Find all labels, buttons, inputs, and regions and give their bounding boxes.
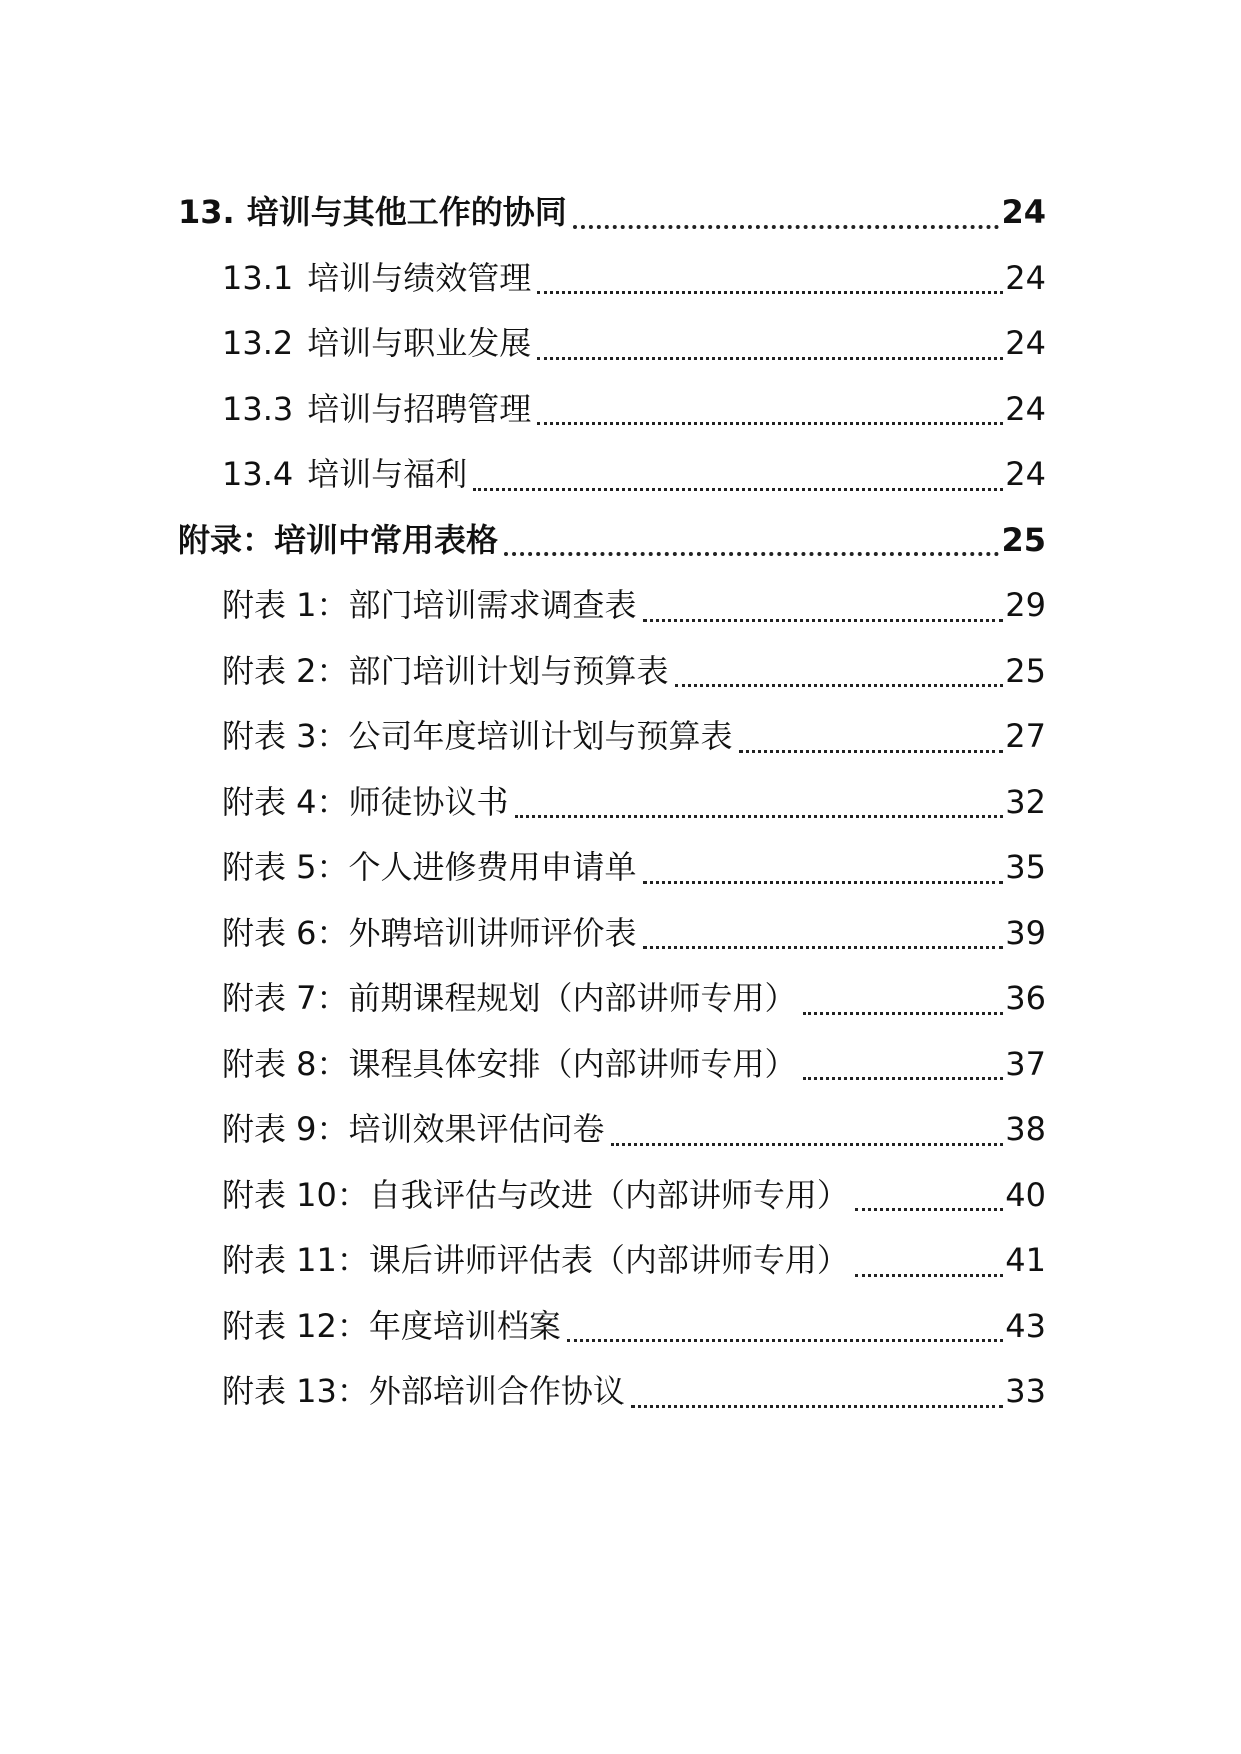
toc-page-number: 33 (1005, 1372, 1046, 1410)
dot-leader (643, 946, 1004, 949)
toc-page-number: 38 (1005, 1110, 1046, 1148)
toc-page-number: 24 (1005, 324, 1046, 362)
toc-page-number: 24 (1005, 455, 1046, 493)
toc-entry-appendix-4[interactable] (178, 770, 1046, 836)
toc-entry-title (178, 180, 567, 246)
toc-entry-title: 附表 9：培训效果评估问卷 (222, 1110, 605, 1148)
dot-leader (537, 291, 1003, 294)
toc-entry-title: 附表 3：公司年度培训计划与预算表 (222, 717, 733, 755)
toc-entry-text: 培训与职业发展 (307, 324, 532, 362)
toc-entry-appendix-3[interactable] (178, 704, 1046, 770)
dot-leader (573, 225, 1000, 229)
toc-page-number: 25 (1001, 520, 1046, 559)
toc-page-number: 39 (1005, 913, 1046, 952)
toc-entry-title: 附表 11：课后讲师评估表（内部讲师专用） (222, 1241, 849, 1279)
toc-entry-appendix-7[interactable] (178, 966, 1046, 1032)
toc-entry-13-4[interactable] (178, 442, 1046, 508)
toc-entry-13[interactable] (178, 180, 1046, 246)
dot-leader (611, 1143, 1004, 1146)
dot-leader (855, 1274, 1003, 1277)
toc-entry-appendix-6[interactable] (178, 901, 1046, 967)
toc-entry-title: 附表 2：部门培训计划与预算表 (222, 651, 669, 690)
toc-entry-title: 附表 6：外聘培训讲师评价表 (222, 913, 637, 952)
toc-entry-title (222, 377, 531, 443)
toc-page-number: 37 (1005, 1044, 1046, 1083)
toc-entry-number: 13.2 (222, 324, 294, 362)
dot-leader (537, 357, 1003, 360)
toc-entry-title: 附表 12：年度培训档案 (222, 1306, 561, 1345)
toc-entry-title: 附表 4：师徒协议书 (222, 782, 509, 821)
toc-entry-title: 附录：培训中常用表格 (178, 520, 499, 559)
dot-leader (537, 422, 1003, 425)
table-of-contents (178, 180, 1046, 1425)
toc-page-number: 40 (1005, 1175, 1046, 1214)
dot-leader (675, 684, 1004, 687)
toc-entry-13-3[interactable] (178, 377, 1046, 443)
dot-leader (643, 881, 1004, 884)
toc-entry-13-2[interactable] (178, 311, 1046, 377)
toc-page-number: 41 (1005, 1241, 1046, 1279)
toc-entry-text: 培训与其他工作的协同 (246, 193, 567, 231)
toc-page-number: 29 (1005, 586, 1046, 624)
toc-page-number: 43 (1005, 1306, 1046, 1345)
toc-page-number: 24 (1005, 389, 1046, 428)
toc-entry-text: 培训与福利 (307, 455, 468, 493)
dot-leader (567, 1339, 1003, 1342)
toc-page-number: 27 (1005, 717, 1046, 755)
toc-entry-title: 附表 10：自我评估与改进（内部讲师专用） (222, 1175, 849, 1214)
toc-page-number: 32 (1005, 782, 1046, 821)
dot-leader (855, 1208, 1003, 1211)
toc-entry-title: 附表 5：个人进修费用申请单 (222, 848, 637, 886)
toc-entry-title: 附表 13：外部培训合作协议 (222, 1372, 625, 1410)
toc-entry-number: 13.3 (222, 389, 294, 428)
toc-entry-appendix-10[interactable] (178, 1163, 1046, 1229)
toc-entry-appendix-13[interactable] (178, 1359, 1046, 1425)
toc-entry-title: 附表 7：前期课程规划（内部讲师专用） (222, 979, 797, 1017)
toc-entry-appendix[interactable] (178, 508, 1046, 574)
toc-page-number: 24 (1001, 193, 1046, 231)
dot-leader (803, 1077, 1004, 1080)
toc-page-number: 24 (1005, 258, 1046, 297)
toc-page-number: 35 (1005, 848, 1046, 886)
toc-entry-appendix-1[interactable] (178, 573, 1046, 639)
toc-entry-title (222, 442, 467, 508)
dot-leader (631, 1405, 1003, 1408)
toc-entry-title: 附表 8：课程具体安排（内部讲师专用） (222, 1044, 797, 1083)
toc-entry-appendix-11[interactable] (178, 1228, 1046, 1294)
toc-entry-13-1[interactable] (178, 246, 1046, 312)
dot-leader (515, 815, 1004, 818)
toc-entry-number: 13.1 (222, 258, 294, 297)
toc-entry-number: 13.4 (222, 455, 294, 493)
toc-entry-appendix-5[interactable] (178, 835, 1046, 901)
dot-leader (473, 488, 1003, 491)
dot-leader (739, 750, 1004, 753)
dot-leader (643, 619, 1004, 622)
toc-entry-title (222, 246, 531, 312)
toc-page-number: 36 (1005, 979, 1046, 1017)
toc-entry-text: 培训与招聘管理 (307, 389, 532, 428)
dot-leader (803, 1012, 1004, 1015)
toc-page-number: 25 (1005, 651, 1046, 690)
dot-leader (504, 552, 999, 556)
toc-entry-appendix-2[interactable] (178, 639, 1046, 705)
toc-entry-title (222, 311, 531, 377)
toc-entry-appendix-8[interactable] (178, 1032, 1046, 1098)
toc-entry-number: 13. (178, 193, 235, 231)
toc-entry-appendix-9[interactable] (178, 1097, 1046, 1163)
toc-entry-appendix-12[interactable] (178, 1294, 1046, 1360)
toc-entry-text: 培训与绩效管理 (307, 258, 532, 297)
toc-entry-title: 附表 1：部门培训需求调查表 (222, 586, 637, 624)
